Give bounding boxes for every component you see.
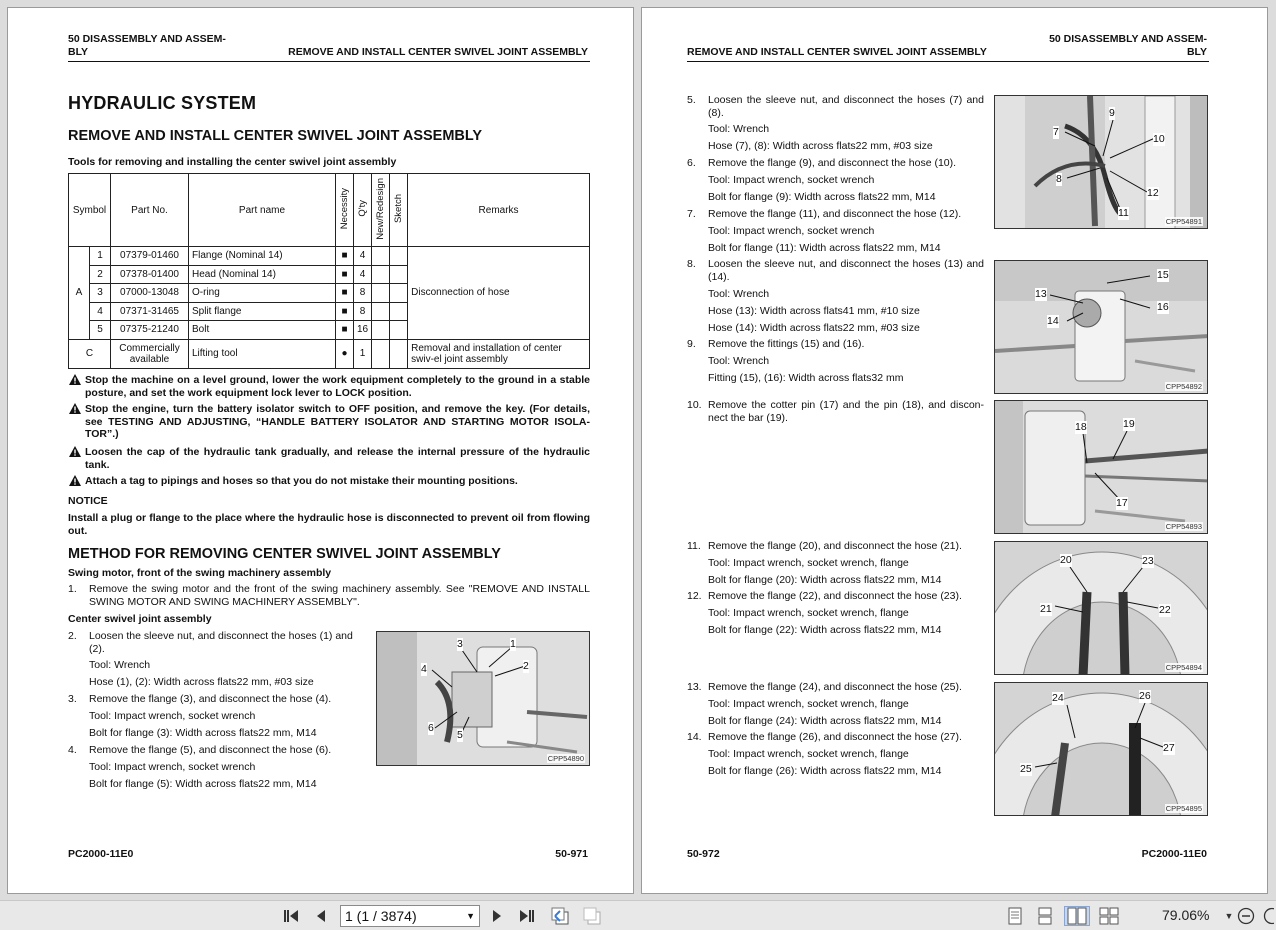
warning-4: Attach a tag to pipings and hoses so that you do not mistake their mounting positions.: [68, 475, 590, 488]
zoom-out-icon[interactable]: [1235, 906, 1257, 926]
table-row: 2 07378-01400 Head (Nominal 14) ■ 4: [69, 265, 590, 284]
center-label: Center swivel joint assembly: [68, 613, 212, 625]
table-row: 4 07371-31465 Split flange ■ 8: [69, 302, 590, 321]
callout-label: 22: [1159, 604, 1171, 616]
step-1: 1. Remove the swing motor and the front of the swing machinery assembly. See "REMOVE AND INSTALL SWING MOTOR AND SWING MACHINERY ASSEMBLY".: [68, 583, 590, 608]
figure-code: CPP54892: [1165, 382, 1202, 391]
callout-label: 9: [1109, 107, 1115, 119]
header-rule: [687, 61, 1209, 62]
callout-label: 13: [1035, 288, 1047, 300]
table-row: 3 07000-13048 O-ring ■ 8: [69, 284, 590, 303]
callout-label: 10: [1153, 133, 1165, 145]
figure-cpp54892: [994, 260, 1208, 394]
callout-label: 24: [1052, 692, 1064, 704]
next-page-icon[interactable]: [486, 906, 508, 926]
first-page-icon[interactable]: [280, 906, 302, 926]
step-4: 4. Remove the flange (5), and disconnect the hose (6). Tool: Impact wrench, socket wrench Bolt for flange (5): Width across flats22 mm, M14: [68, 744, 332, 790]
single-page-icon[interactable]: [1004, 906, 1026, 926]
figure-cpp54891: [994, 95, 1208, 229]
figure-code: CPP54891: [1165, 217, 1202, 226]
warning-icon: [69, 374, 81, 385]
two-page-continuous-icon[interactable]: [1098, 906, 1120, 926]
figure-code: CPP54893: [1165, 522, 1202, 531]
callout-label: 18: [1075, 421, 1087, 433]
step-7: 7. Remove the flange (11), and disconnect the hose (12). Tool: Impact wrench, socket wrench Bolt for flange (11): Width across flats22 mm, M14: [687, 208, 962, 254]
col-qty: Q'ty: [354, 174, 372, 247]
main-title: REMOVE AND INSTALL CENTER SWIVEL JOINT ASSEMBLY: [68, 128, 483, 144]
tools-table: [68, 173, 590, 369]
callout-label: 1: [510, 638, 516, 650]
step-8: 8. Loosen the sleeve nut, and disconnect the hoses (13) and (14). Tool: Wrench Hose (13): Width across flats41 mm, #10 size Hose (14): Width across flats22 mm, #03 size: [687, 258, 984, 334]
step-12: 12. Remove the flange (22), and disconnect the hose (23). Tool: Impact wrench, socket wrench, flange Bolt for flange (22): Width across flats22 mm, M14: [687, 590, 962, 636]
page-number-select[interactable]: 1 (1 / 3874) ▼: [340, 905, 480, 927]
bottom-toolbar: [0, 900, 1276, 930]
footer-model: PC2000-11E0: [68, 848, 134, 860]
zoom-dropdown-icon[interactable]: ▼: [1224, 911, 1234, 921]
step-9: 9. Remove the fittings (15) and (16). Tool: Wrench Fitting (15), (16): Width across flats32 mm: [687, 338, 904, 384]
last-page-icon[interactable]: [516, 906, 538, 926]
callout-label: 20: [1060, 554, 1072, 566]
method-title: METHOD FOR REMOVING CENTER SWIVEL JOINT ASSEMBLY: [68, 546, 501, 562]
prev-view-icon[interactable]: [549, 906, 571, 926]
col-sketch: Sketch: [390, 174, 408, 247]
col-necessity: Necessity: [336, 174, 354, 247]
warning-icon: [69, 446, 81, 457]
figure-cpp54890: [376, 631, 590, 766]
callout-label: 16: [1157, 301, 1169, 313]
step-13: 13. Remove the flange (24), and disconnect the hose (25). Tool: Impact wrench, socket wrench, flange Bolt for flange (24): Width across flats22 mm, M14: [687, 681, 962, 727]
col-part-name: Part name: [189, 174, 336, 247]
col-remarks: Remarks: [408, 174, 590, 247]
callout-label: 8: [1056, 173, 1062, 185]
warning-icon: [69, 403, 81, 414]
table-row: A 1 07379-01460 Flange (Nominal 14) ■ 4 Disconnection of hose: [69, 247, 590, 266]
notice-text: Install a plug or flange to the place where the hydraulic hose is disconnected to prevent oil from flowing out.: [68, 512, 590, 537]
table-row: 5 07375-21240 Bolt ■ 16: [69, 321, 590, 340]
zoom-level[interactable]: 79.06%: [1162, 907, 1210, 923]
callout-label: 14: [1047, 315, 1059, 327]
figure-cpp54894: [994, 541, 1208, 675]
callout-label: 4: [421, 663, 427, 675]
figure-code: CPP54895: [1165, 804, 1202, 813]
step-10: 10. Remove the cotter pin (17) and the pin (18), and discon-nect the bar (19).: [687, 399, 984, 424]
notice-label: NOTICE: [68, 495, 108, 507]
col-symbol: Symbol: [69, 174, 111, 247]
callout-label: 23: [1142, 555, 1154, 567]
callout-label: 6: [428, 722, 434, 734]
step-3: 3. Remove the flange (3), and disconnect the hose (4). Tool: Impact wrench, socket wrench Bolt for flange (3): Width across flats22 mm, M14: [68, 693, 332, 739]
chevron-down-icon: ▼: [466, 911, 475, 921]
header-title: REMOVE AND INSTALL CENTER SWIVEL JOINT ASSEMBLY: [687, 46, 987, 58]
table-row: C Commercially available Lifting tool ● 1 Removal and installation of center swiv-el joint assembly: [69, 339, 590, 368]
callout-label: 15: [1157, 269, 1169, 281]
callout-label: 17: [1116, 497, 1128, 509]
callout-label: 12: [1147, 187, 1159, 199]
step-11: 11. Remove the flange (20), and disconnect the hose (21). Tool: Impact wrench, socket wrench, flange Bolt for flange (20): Width across flats22 mm, M14: [687, 540, 962, 586]
warning-2: Stop the engine, turn the battery isolator switch to OFF position, and remove the key. (For details, see TESTING AND ADJUSTING, “HANDLE BATTERY ISOLATOR AND STARTING MOTOR ISOLA-TOR”.): [68, 403, 590, 441]
page-right: [641, 7, 1268, 894]
page-left: [7, 7, 634, 894]
overflow-edge: [1258, 906, 1276, 926]
callout-label: 3: [457, 638, 463, 650]
callout-label: 5: [457, 729, 463, 741]
figure-cpp54895: [994, 682, 1208, 816]
step-5: 5. Loosen the sleeve nut, and disconnect the hoses (7) and (8). Tool: Wrench Hose (7), (8): Width across flats22 mm, #03 size: [687, 94, 984, 152]
footer-model: PC2000-11E0: [1141, 848, 1207, 860]
callout-label: 11: [1118, 207, 1129, 219]
warning-3: Loosen the cap of the hydraulic tank gradually, and release the internal pressure of the hydraulic tank.: [68, 446, 590, 471]
footer-page: 50-971: [555, 848, 588, 860]
continuous-icon[interactable]: [1034, 906, 1056, 926]
footer-page: 50-972: [687, 848, 720, 860]
step-6: 6. Remove the flange (9), and disconnect the hose (10). Tool: Impact wrench, socket wrench Bolt for flange (9): Width across flats22 mm, M14: [687, 157, 957, 203]
two-page-icon[interactable]: [1064, 906, 1090, 926]
callout-label: 2: [523, 660, 529, 672]
header-rule: [68, 61, 590, 62]
figure-code: CPP54894: [1165, 663, 1202, 672]
callout-label: 27: [1163, 742, 1175, 754]
col-new-redesign: New/Redesign: [372, 174, 390, 247]
header-section: 50 DISASSEMBLY AND ASSEM- BLY: [1049, 33, 1207, 58]
callout-label: 26: [1139, 690, 1151, 702]
prev-page-icon[interactable]: [310, 906, 332, 926]
callout-label: 7: [1053, 126, 1059, 138]
callout-label: 21: [1040, 603, 1052, 615]
tools-caption: Tools for removing and installing the center swivel joint assembly: [68, 156, 397, 168]
callout-label: 25: [1020, 763, 1032, 775]
step-14: 14. Remove the flange (26), and disconnect the hose (27). Tool: Impact wrench, socket wrench, flange Bolt for flange (26): Width across flats22 mm, M14: [687, 731, 962, 777]
warning-1: Stop the machine on a level ground, lower the work equipment completely to the ground in a stable posture, and set the work equipment lock lever to LOCK position.: [68, 374, 590, 399]
next-view-icon[interactable]: [581, 906, 603, 926]
swing-label: Swing motor, front of the swing machinery assembly: [68, 567, 332, 579]
figure-cpp54893: [994, 400, 1208, 534]
header-section: 50 DISASSEMBLY AND ASSEM- BLY: [68, 33, 226, 58]
figure-code: CPP54890: [547, 754, 584, 763]
callout-label: 19: [1123, 418, 1135, 430]
warning-icon: [69, 475, 81, 486]
col-part-no: Part No.: [111, 174, 189, 247]
header-title: REMOVE AND INSTALL CENTER SWIVEL JOINT ASSEMBLY: [288, 46, 588, 58]
step-2: 2. Loosen the sleeve nut, and disconnect the hoses (1) and (2). Tool: Wrench Hose (1), (2): Width across flats22 mm, #03 size: [68, 630, 353, 688]
system-title: HYDRAULIC SYSTEM: [68, 93, 257, 113]
